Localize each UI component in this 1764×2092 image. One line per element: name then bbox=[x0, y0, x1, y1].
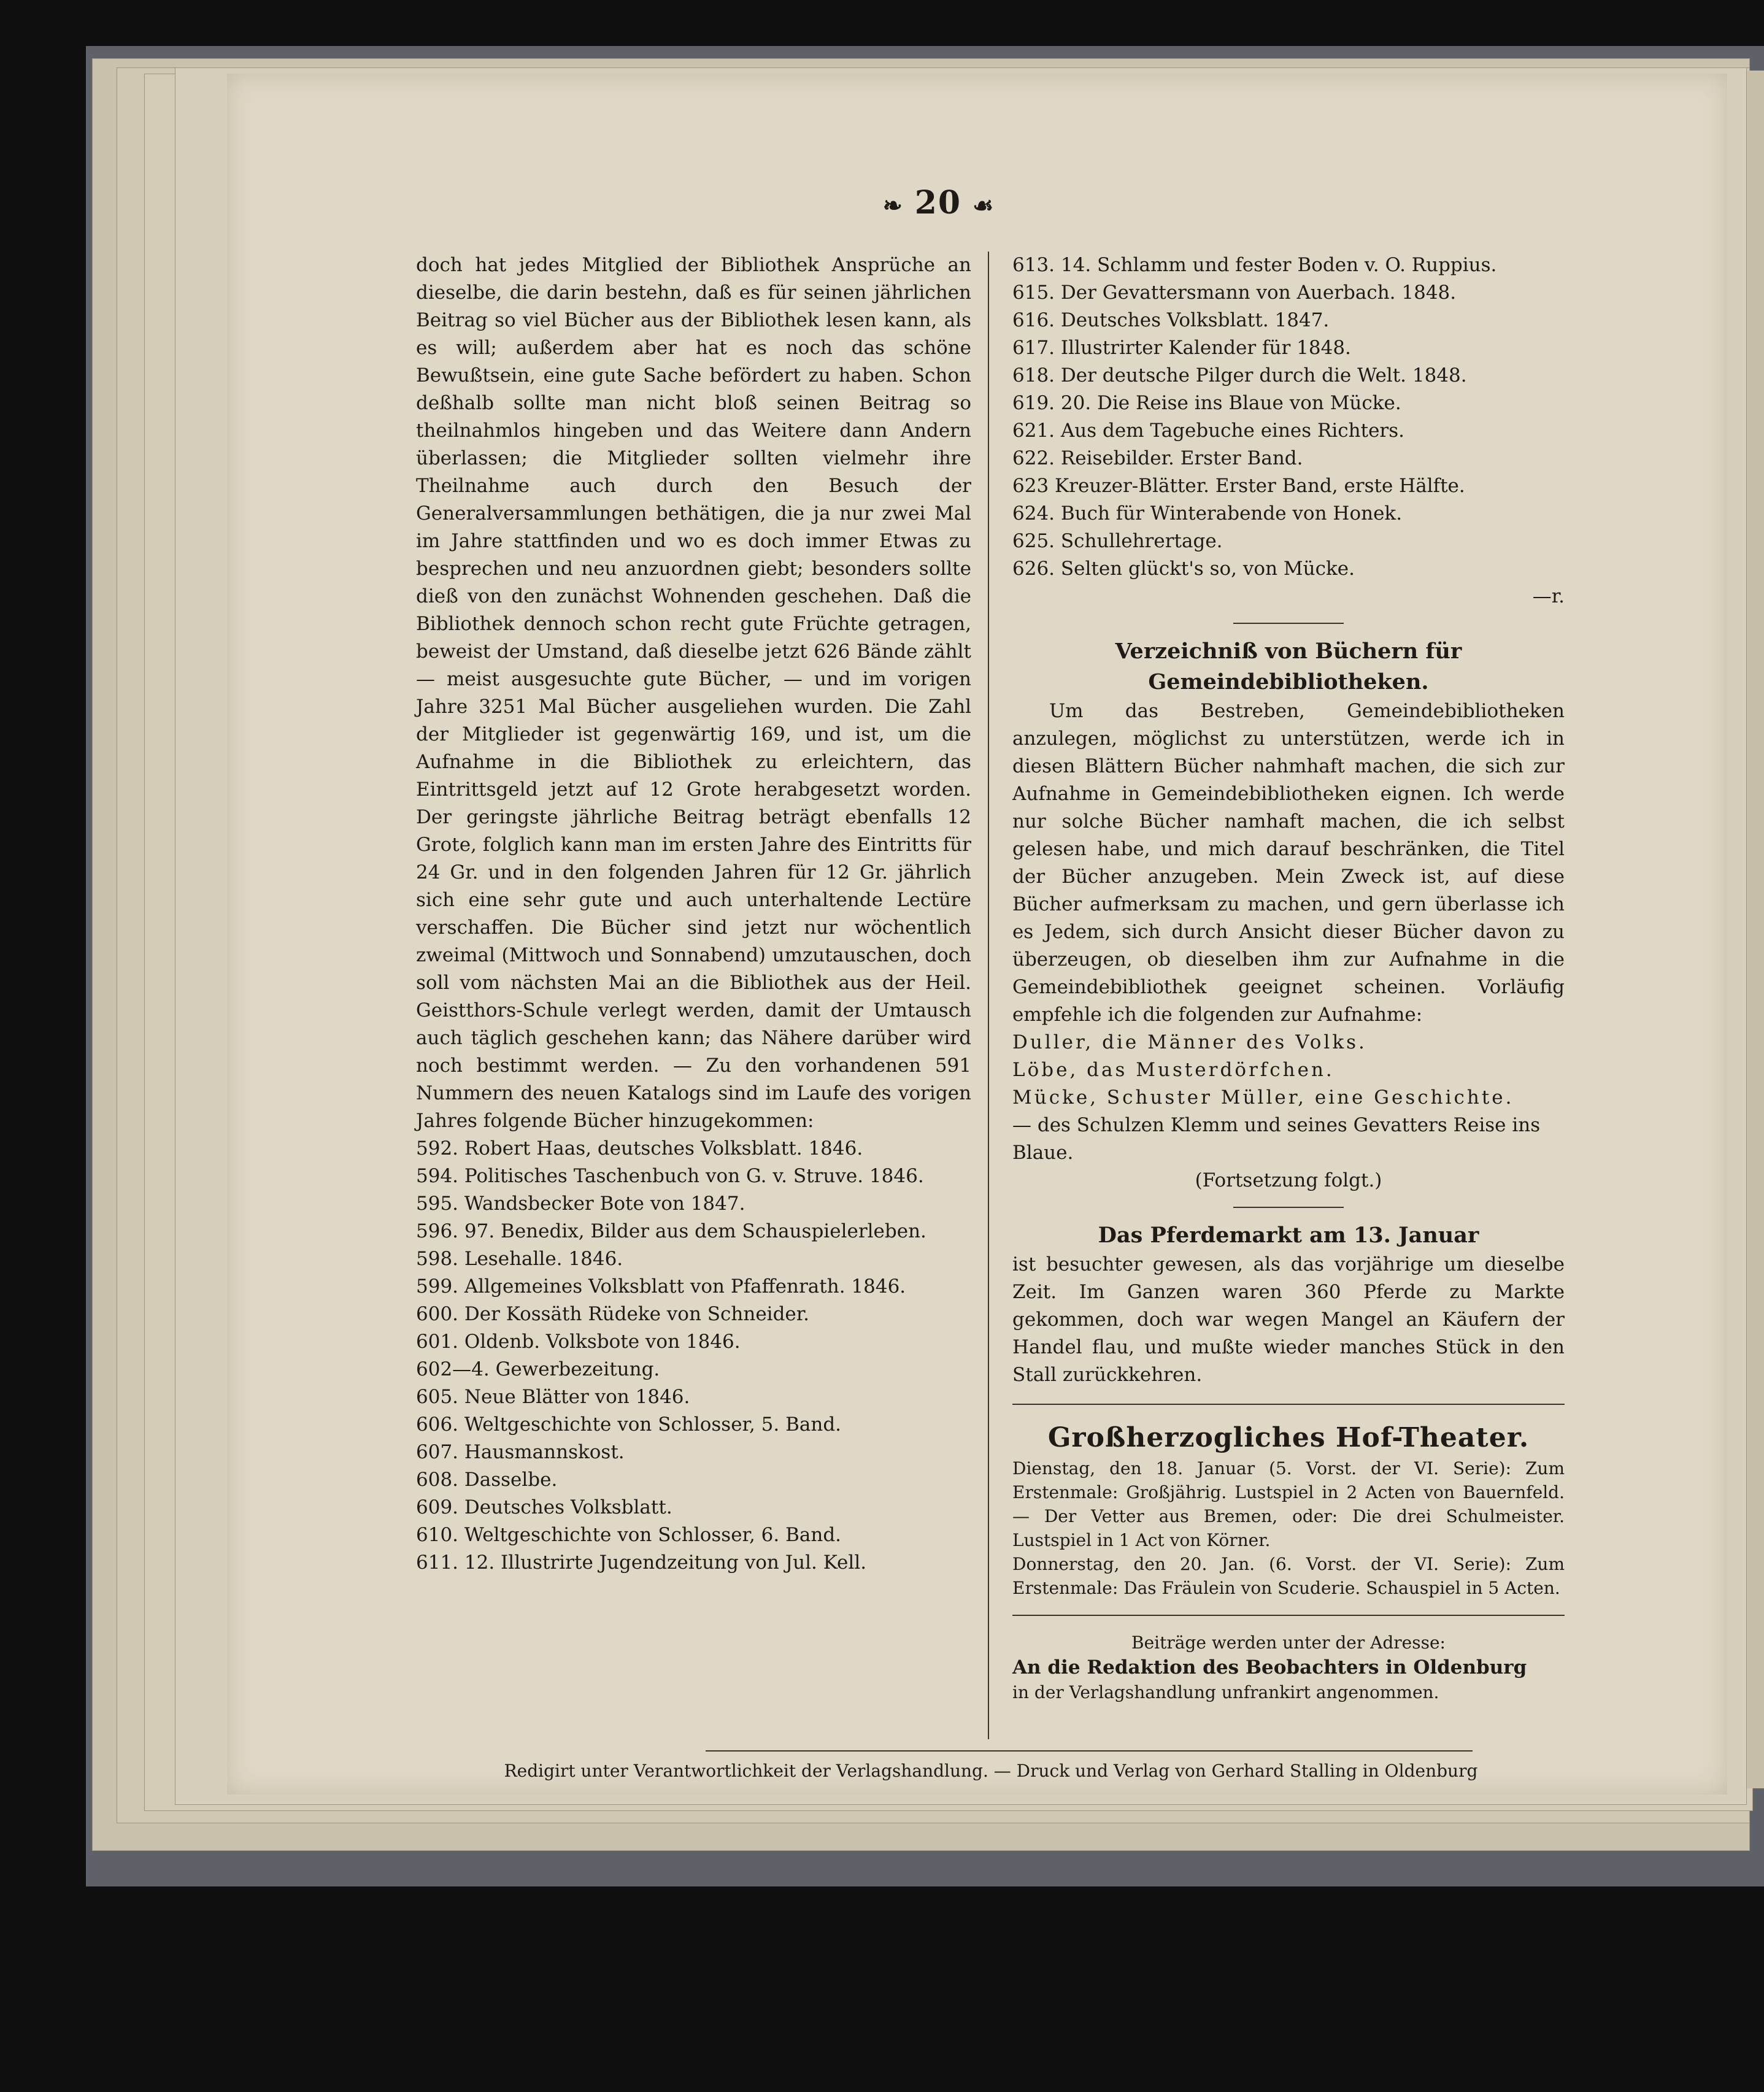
continuation-note: (Fortsetzung folgt.) bbox=[1195, 1169, 1382, 1191]
list-item: 595. Wandsbecker Bote von 1847. bbox=[416, 1193, 745, 1215]
list-item: 616. Deutsches Volksblatt. 1847. bbox=[1012, 309, 1330, 331]
list-item: 598. Lesehalle. 1846. bbox=[416, 1248, 623, 1270]
column-divider bbox=[988, 252, 989, 1739]
contribution-note: in der Verlagshandlung unfrankirt angenommen. bbox=[1012, 1682, 1439, 1702]
section-body-horse-market: ist besuchter gewesen, als das vorjährige um dieselbe Zeit. Im Ganzen waren 360 Pferde zu Markte gekommen, doch war wegen Mangel an Käufern der Handel flau, und mußte wieder manches Stück in den Stall zurückkehren. bbox=[1012, 1253, 1565, 1386]
theater-heading: Großherzogliches Hof-Theater. bbox=[1047, 1422, 1530, 1453]
list-item: 615. Der Gevattersmann von Auerbach. 1848. bbox=[1012, 282, 1457, 304]
section-heading-horse-market: Das Pferdemarkt am 13. Januar bbox=[1098, 1223, 1479, 1248]
section-heading-library-list: Verzeichniß von Büchern für Gemeindebibliotheken. bbox=[1115, 639, 1462, 694]
editor-address: An die Redaktion des Beobachters in Oldenburg bbox=[1012, 1656, 1527, 1679]
list-item: 600. Der Kossäth Rüdeke von Schneider. bbox=[416, 1303, 810, 1325]
list-item: 596. 97. Benedix, Bilder aus dem Schauspielerleben. bbox=[416, 1220, 926, 1242]
list-item: 592. Robert Haas, deutsches Volksblatt. 1846. bbox=[416, 1137, 863, 1159]
section-divider bbox=[1233, 1207, 1344, 1208]
theater-entry: Dienstag, den 18. Januar (5. Vorst. der VI. Serie): Zum Erstenmale: Großjährig. Lustspiel in 2 Acten von Bauernfeld. — Der Vetter aus Bremen, oder: Die drei Schulmeister. Lustspiel in 1 Act von Körner. bbox=[1012, 1458, 1565, 1550]
list-item: 626. Selten glückt's so, von Mücke. bbox=[1012, 558, 1355, 580]
list-item: Mücke, Schuster Müller, eine Geschichte. bbox=[1012, 1086, 1514, 1109]
library-article-paragraph: doch hat jedes Mitglied der Bibliothek Ansprüche an dieselbe, die darin bestehn, daß es für seinen jährlichen Beitrag so viel Bücher aus der Bibliothek lesen kann, als es will; außerdem aber hat es noch das schöne Bewußtsein, eine gute Sache befördert zu haben. Schon deßhalb sollte man nicht bloß seinen Beitrag so theilnahmlos hingeben und das Weitere dann Andern überlassen; die Mitglieder sollten vielmehr ihre Theilnahme auch durch den Besuch der Generalversammlungen bethätigen, die ja nur zwei Mal im Jahre stattfinden und wo es doch immer Etwas zu besprechen und neu anzuordnen giebt; besonders sollte dieß von den zunächst Wohnenden geschehen. Daß die Bibliothek dennoch schon recht gute Früchte getragen, beweist der Umstand, daß dieselbe jetzt 626 Bände zählt — meist ausgesuchte gute Bücher, — und im vorigen Jahre 3251 Mal Bücher ausgeliehen wurden. Die Zahl der Mitglieder ist gegenwärtig 169, und ist, um die Aufnahme in die Bibliothek zu erleichtern, das Eintrittsgeld jetzt auf 12 Grote herabgesetzt worden. Der geringste jährliche Beitrag beträgt ebenfalls 12 Grote, folglich kann man im ersten Jahre des Eintritts für 24 Gr. und in den folgenden Jahren für 12 Gr. jährlich sich eine sehr gute und auch unterhaltende Lectüre verschaffen. Die Bücher sind jetzt nur wöchentlich zweimal (Mittwoch und Sonnabend) umzutauschen, doch soll vom nächsten Mai an die Bibliothek aus der Heil. Geistthors-Schule verlegt werden, damit der Umtausch auch täglich geschehen kann; das Nähere darüber wird noch bestimmt werden. — Zu den vorhandenen 591 Nummern des neuen Katalogs sind im Laufe des vorigen Jahres folgende Bücher hinzugekommen: bbox=[416, 254, 971, 1132]
left-column bbox=[416, 252, 971, 1577]
list-item: 607. Hausmannskost. bbox=[416, 1441, 625, 1463]
list-item: 594. Politisches Taschenbuch von G. v. Struve. 1846. bbox=[416, 1165, 924, 1187]
list-item: 622. Reisebilder. Erster Band. bbox=[1012, 447, 1303, 469]
list-item: Duller, die Männer des Volks. bbox=[1012, 1031, 1367, 1053]
section-body-library-list: Um das Bestreben, Gemeindebibliotheken anzulegen, möglichst zu unterstützen, werde ich in diesen Blättern Bücher nahmhaft machen, die sich zur Aufnahme in Gemeindebibliotheken eignen. Ich werde nur solche Bücher namhaft machen, die ich selbst gelesen habe, und mich darauf beschränken, die Titel der Bücher anzugeben. Mein Zweck ist, auf diese Bücher aufmerksam zu machen, und gern überlasse ich es Jedem, sich durch Ansicht dieser Bücher davon zu überzeugen, ob dieselben ihm zur Aufnahme in die Gemeindebibliothek geeignet scheinen. Vorläufig empfehle ich die folgenden zur Aufnahme: bbox=[1012, 700, 1565, 1026]
list-item: 619. 20. Die Reise ins Blaue von Mücke. bbox=[1012, 392, 1401, 414]
list-item: 625. Schullehrertage. bbox=[1012, 530, 1223, 552]
list-item: 617. Illustrirter Kalender für 1848. bbox=[1012, 337, 1351, 359]
footer-rule bbox=[706, 1750, 1473, 1752]
list-item: 623 Kreuzer-Blätter. Erster Band, erste Hälfte. bbox=[1012, 475, 1465, 497]
list-item: — des Schulzen Klemm und seines Gevatters Reise ins Blaue. bbox=[1012, 1114, 1541, 1164]
list-item: 609. Deutsches Volksblatt. bbox=[416, 1496, 672, 1518]
ornament-left-icon: ❧ bbox=[882, 191, 904, 219]
right-column bbox=[1012, 252, 1565, 1704]
contribution-note: Beiträge werden unter der Adresse: bbox=[1131, 1632, 1446, 1653]
list-item: 606. Weltgeschichte von Schlosser, 5. Band. bbox=[416, 1413, 842, 1436]
list-item: 621. Aus dem Tagebuche eines Richters. bbox=[1012, 420, 1405, 442]
section-divider bbox=[1233, 623, 1344, 624]
page-number-header bbox=[853, 184, 1025, 221]
recommended-books bbox=[1012, 1029, 1565, 1167]
imprint-footer: Redigirt unter Verantwortlichkeit der Verlagshandlung. — Druck und Verlag von Gerhard Stalling in Oldenburg bbox=[504, 1761, 1478, 1781]
list-item: 599. Allgemeines Volksblatt von Pfaffenrath. 1846. bbox=[416, 1275, 906, 1298]
list-item: 618. Der deutsche Pilger durch die Welt. 1848. bbox=[1012, 364, 1467, 386]
page-number: 20 bbox=[914, 184, 962, 221]
list-item: 613. 14. Schlamm und fester Boden v. O. Ruppius. bbox=[1012, 254, 1497, 276]
ornament-right-icon: ☙ bbox=[973, 191, 995, 219]
list-item: 601. Oldenb. Volksbote von 1846. bbox=[416, 1331, 741, 1353]
list-item: 611. 12. Illustrirte Jugendzeitung von Jul. Kell. bbox=[416, 1552, 867, 1574]
list-item: 602—4. Gewerbezeitung. bbox=[416, 1358, 660, 1380]
section-divider bbox=[1012, 1615, 1565, 1616]
book-list-left bbox=[416, 1135, 971, 1577]
list-item: 608. Dasselbe. bbox=[416, 1469, 558, 1491]
list-item: 610. Weltgeschichte von Schlosser, 6. Band. bbox=[416, 1524, 842, 1546]
section-divider bbox=[1012, 1404, 1565, 1405]
theater-entry: Donnerstag, den 20. Jan. (6. Vorst. der VI. Serie): Zum Erstenmale: Das Fräulein von Scuderie. Schauspiel in 5 Acten. bbox=[1012, 1554, 1565, 1598]
list-item: 624. Buch für Winterabende von Honek. bbox=[1012, 502, 1403, 525]
list-item: 605. Neue Blätter von 1846. bbox=[416, 1386, 690, 1408]
author-signature: —r. bbox=[1532, 585, 1565, 607]
list-item: Löbe, das Musterdörfchen. bbox=[1012, 1059, 1335, 1081]
book-list-right bbox=[1012, 252, 1565, 583]
